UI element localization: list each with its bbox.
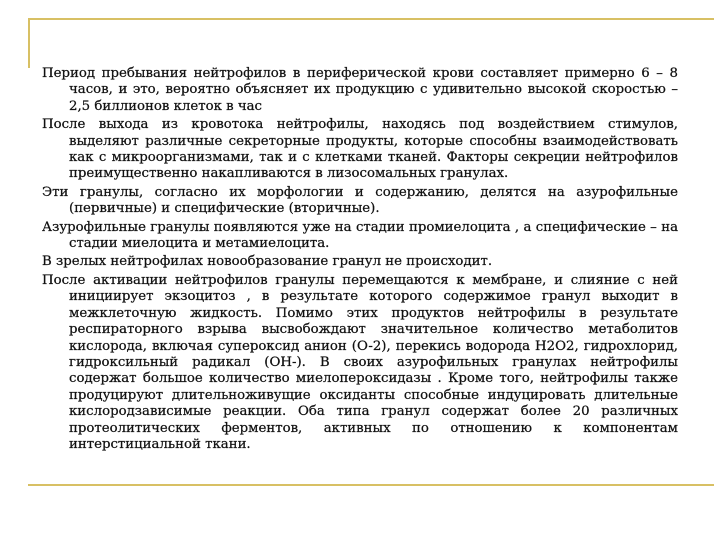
paragraph-secretory-products: После выхода из кровотока нейтрофилы, находясь под воздействием стимулов, выделяют различные секреторные продукты, которые способны взаимодействовать как с микроорганизмами, так и с клетками тканей. Факторы секреции нейтрофилов преимущественно накапливаются в лизосомальных гранулах.	[42, 117, 678, 182]
paragraph-granule-types: Эти гранулы, согласно их морфологии и содержанию, делятся на азурофильные (первичные) и специфические (вторичные).	[42, 184, 678, 217]
paragraph-neutrophil-lifespan: Период пребывания нейтрофилов в периферической крови составляет примерно 6 – 8 часов, и это, вероятно объясняет их продукцию с удивительно высокой скоростью – 2,5 биллионов клеток в час	[42, 66, 678, 114]
paragraph-activation-exocytosis: После активации нейтрофилов гранулы перемещаются к мембране, и слияние с ней инициирует экзоцитоз , в результате которого содержимое гранул выходит в межклеточную жидкость. Помимо этих продуктов нейтрофилы в результате респираторного взрыва высвобождают значительное количество метаболитов кислорода, включая супероксид анион (O-2), перекись водорода H2O2, гидрохлорид, гидроксильный радикал (OH-). В своих азурофильных гранулах нейтрофилы содержат большое количество миелопероксидазы . Кроме того, нейтрофилы также продуцируют длительноживущие оксиданты способные индуцировать длительные кислородзависимые реакции. Оба типа гранул содержат более 20 различных протеолитических ферментов, активных по отношению к компонентам интерстициальной ткани.	[42, 272, 678, 452]
slide-body-text	[42, 66, 678, 455]
frame-vertical-line	[28, 18, 30, 68]
frame-top-line	[28, 18, 714, 20]
paragraph-azurophilic-granules: Азурофильные гранулы появляются уже на стадии промиелоцита , а специфические – на стадии миелоцита и метамиелоцита.	[42, 219, 678, 252]
frame-bottom-rule	[28, 484, 714, 486]
paragraph-mature-neutrophils: В зрелых нейтрофилах новообразование гранул не происходит.	[42, 254, 493, 270]
